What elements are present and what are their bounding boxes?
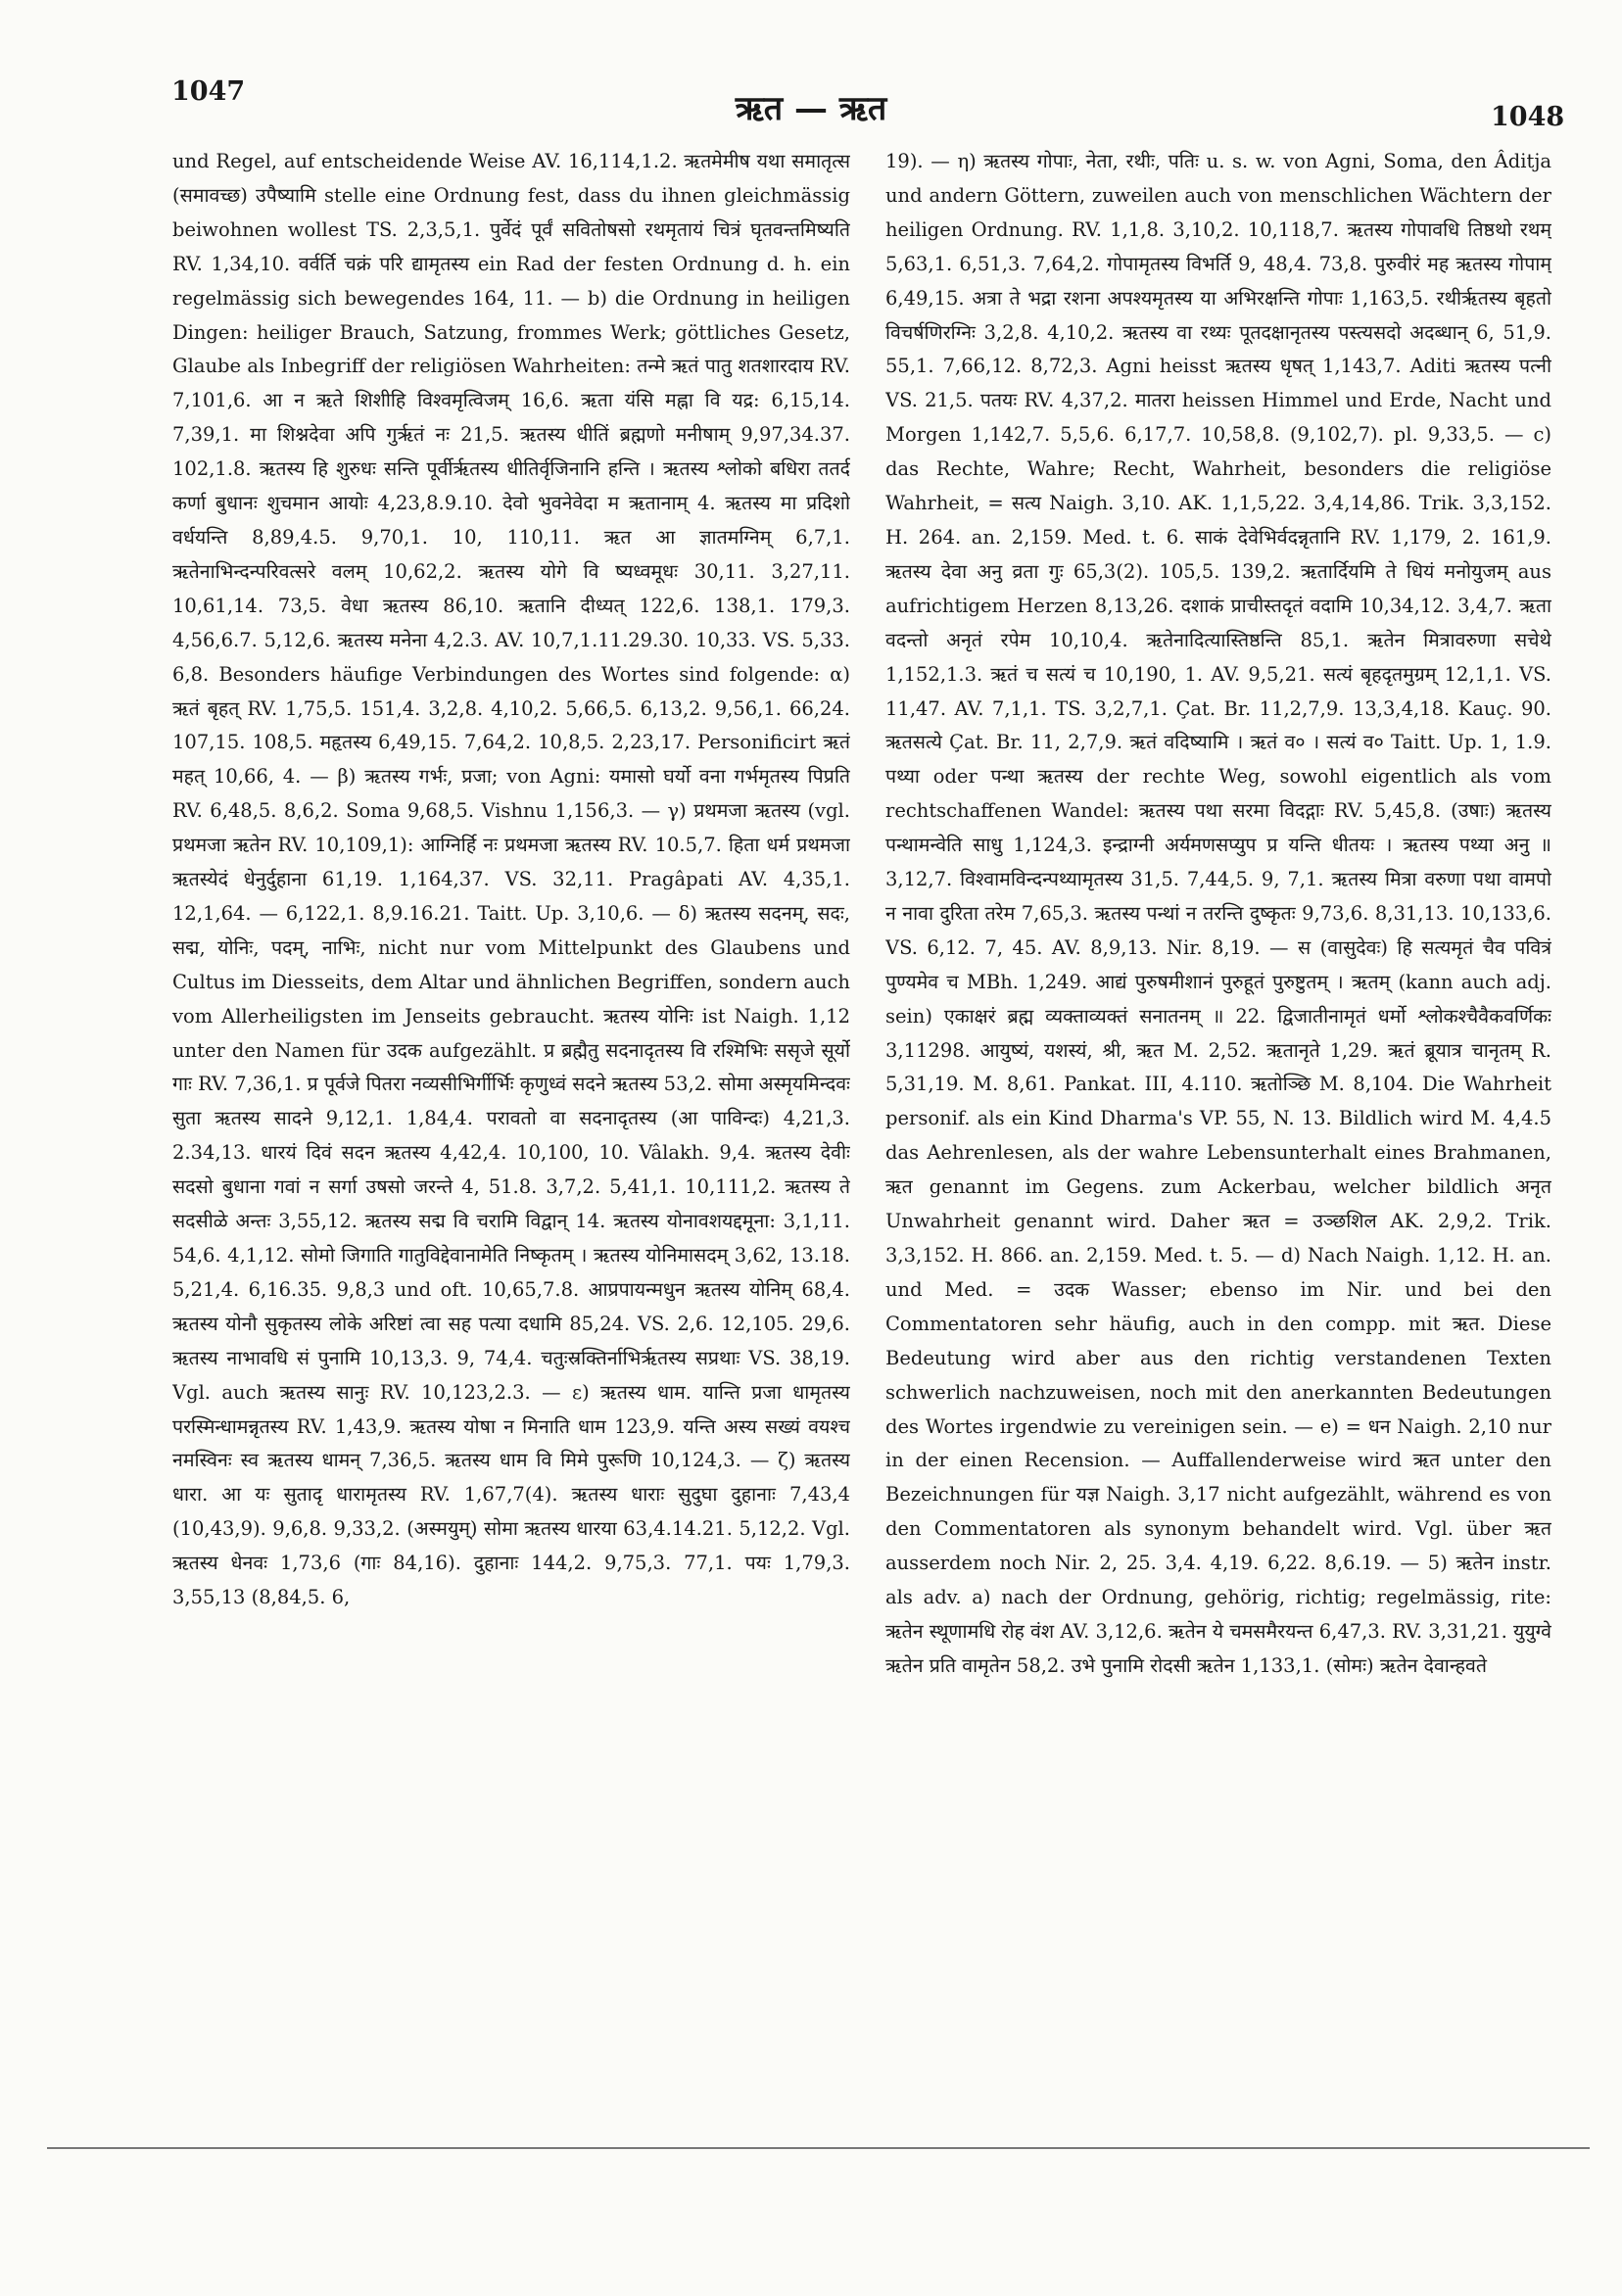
column-text: und Regel, auf entscheidende Weise AV. 16,114,1.2. ऋतमेमीष यथा समातृत्स (समावच्छ) उपैष्यामि stelle eine Ordnung fest, dass du ihnen gleichmässig beiwohnen wollest TS. 2,3,5,1. पुर्वेदं पूर्वं सवितोषसो रथमृतायं चित्रं घृतवन्तमिष्यति RV. 1,34,10. वर्वर्ति चक्रं परि द्यामृतस्य ein Rad der festen Ordnung d. h. ein regelmässig sich bewegendes 164, 11. — b) die Ordnung in heiligen Dingen: heiliger Brauch, Satzung, frommes Werk; göttliches Gesetz, Glaube als Inbegriff der religiösen Wahrheiten: तन्मे ऋतं पातु शतशारदाय RV. 7,101,6. आ न ऋते शिशीहि विश्वमृत्विजम् 16,6. ऋता यंसि मह्ना वि यद्र: 6,15,14. 7,39,1. मा शिश्नदेवा अपि गुर्ऋतं नः 21,5. ऋतस्य धीतिं ब्रह्मणो मनीषाम् 9,97,34.37. 102,1.8. ऋतस्य हि शुरुधः सन्ति पूर्वीर्ऋतस्य धीतिर्वृजिनानि हन्ति । ऋतस्य श्लोको बधिरा ततर्द कर्णा बुधानः शुचमान आयोः 4,23,8.9.10. देवो भुवनेवेदा म ऋतानाम् 4. ऋतस्य मा प्रदिशो वर्धयन्ति 8,89,4.5. 9,70,1. 10, 110,11. ऋत आ ज्ञातमग्निम् 6,7,1. ऋतेनाभिन्दन्परिवत्सरे वलम् 10,62,2. ऋतस्य योगे वि ष्यध्वमूधः 30,11. 3,27,11. 10,61,14. 73,5. वेधा ऋतस्य 86,10. ऋतानि दीध्यत् 122,6. 138,1. 179,3. 4,56,6.7. 5,12,6. ऋतस्य मनेना 4,2.3. AV. 10,7,1.11.29.30. 10,33. VS. 5,33. 6,8. Besonders häufige Verbindungen des Wortes sind folgende: α) ऋतं बृहत् RV. 1,75,5. 151,4. 3,2,8. 4,10,2. 5,66,5. 6,13,2. 9,56,1. 66,24. 107,15. 108,5. महृतस्य 6,49,15. 7,64,2. 10,8,5. 2,23,17. Personificirt ऋतं महत् 10,66, 4. — β) ऋतस्य गर्भः, प्रजा; von Agni: यमासो घर्यो वना गर्भमृतस्य पिप्रति RV. 6,48,5. 8,6,2. Soma 9,68,5. Vishnu 1,156,3. — γ) प्रथमजा ऋतस्य (vgl. प्रथमजा ऋतेन RV. 10,109,1): आग्निर्हि नः प्रथमजा ऋतस्य RV. 10.5,7. हिता धर्म प्रथमजा ऋतस्येदं धेनुर्दुहाना 61,19. 1,164,37. VS. 32,11. Pragâpati AV. 4,35,1. 12,1,64. — 6,122,1. 8,9.16.21. Taitt. Up. 3,10,6. — δ) ऋतस्य सदनम्, सदः, सद्म, योनिः, पदम्, नाभिः, nicht nur vom Mittelpunkt des Glaubens und Cultus im Diesseits, dem Altar und ähnlichen Begriffen, sondern auch vom Allerheiligsten im Jenseits gebraucht. ऋतस्य योनिः ist Naigh. 1,12 unter den Namen für उदक aufgezählt. प्र ब्रह्मैतु सदनादृतस्य वि रश्मिभिः ससृजे सूर्यो गाः RV. 7,36,1. प्र पूर्वजे पितरा नव्यसीभिर्गीर्भिः कृणुध्वं सदने ऋतस्य 53,2. सोमा अस्मृयमिन्दवः सुता ऋतस्य सादने 9,12,1. 1,84,4. परावतो वा सदनादृतस्य (आ पाविन्दः) 4,21,3. 2.34,13. धारयं दिवं सदन ऋतस्य 4,42,4. 10,100, 10. Vâlakh. 9,4. ऋतस्य देवीः सदसो बुधाना गवां न सर्गा उषसो जरन्ते 4, 51.8. 3,7,2. 5,41,1. 10,111,2. ऋतस्य ते सदसीळे अन्तः 3,55,12. ऋतस्य सद्म वि चरामि विद्वान् 14. ऋतस्य योनावशयद्दमूना: 3,1,11. 54,6. 4,1,12. सोमो जिगाति गातुविद्देवानामेति निष्कृतम् । ऋतस्य योनिमासदम् 3,62, 13.18. 5,21,4. 6,16.35. 9,8,3 und oft. 10,65,7.8. आप्रपायन्मधुन ऋतस्य योनिम् 68,4. ऋतस्य योनौ सुकृतस्य लोके अरिष्टां त्वा सह पत्या दधामि 85,24. VS. 2,6. 12,105. 29,6. ऋतस्य नाभावधि सं पुनामि 10,13,3. 9, 74,4. चतुःस्रक्तिर्नाभिर्ऋतस्य सप्रथाः VS. 38,19. Vgl. auch ऋतस्य सानुः RV. 10,123,2.3. — ε) ऋतस्य धाम. यान्ति प्रजा धामृतस्य परस्मिन्धामन्नृतस्य RV. 1,43,9. ऋतस्य योषा न मिनाति धाम 123,9. यन्ति अस्य सख्यं वयश्च नमस्विनः स्व ऋतस्य धामन् 7,36,5. ऋतस्य धाम वि मिमे पुरूणि 10,124,3. — ζ) ऋतस्य धारा. आ यः सुतादृ धारामृतस्य RV. 1,67,7(4). ऋतस्य धाराः सुदुघा दुहानाः 7,43,4 (10,43,9). 9,6,8. 9,33,2. (अस्मयुम्) सोमा ऋतस्य धारया 63,4.14.21. 5,12,2. Vgl. ऋतस्य धेनवः 1,73,6 (गाः 84,16). दुहानाः 144,2. 9,75,3. 77,1. पयः 1,79,3. 3,55,13 (8,84,5. 6, bbox=[172, 150, 850, 1609]
right-column bbox=[885, 145, 1551, 2082]
running-headword: ऋत — ऋत bbox=[735, 89, 887, 128]
page-number-right: 1048 bbox=[1491, 102, 1565, 132]
footer-rule bbox=[47, 2147, 1590, 2149]
column-text: 19). — η) ऋतस्य गोपाः, नेता, रथीः, पतिः u. s. w. von Agni, Soma, den Âditja und andern Göttern, zuweilen auch von menschlichen Wächtern der heiligen Ordnung. RV. 1,1,8. 3,10,2. 10,118,7. ऋतस्य गोपावधि तिष्ठथो रथम् 5,63,1. 6,51,3. 7,64,2. गोपामृतस्य विभर्ति 9, 48,4. 73,8. पुरुवीरं मह ऋतस्य गोपाम् 6,49,15. अत्रा ते भद्रा रशना अपश्यमृतस्य या अभिरक्षन्ति गोपाः 1,163,5. रथीर्ऋतस्य बृहतो विचर्षणिरग्निः 3,2,8. 4,10,2. ऋतस्य वा रथ्यः पूतदक्षानृतस्य पस्त्यसदो अदब्धान् 6, 51,9. 55,1. 7,66,12. 8,72,3. Agni heisst ऋतस्य धृषत् 1,143,7. Aditi ऋतस्य पत्नी VS. 21,5. पतयः RV. 4,37,2. मातरा heissen Himmel und Erde, Nacht und Morgen 1,142,7. 5,5,6. 6,17,7. 10,58,8. (9,102,7). pl. 9,33,5. — c) das Rechte, Wahre; Recht, Wahrheit, besonders die religiöse Wahrheit, = सत्य Naigh. 3,10. AK. 1,1,5,22. 3,4,14,86. Trik. 3,3,152. H. 264. an. 2,159. Med. t. 6. साकं देवेभिर्वदन्नृतानि RV. 1,179, 2. 161,9. ऋतस्य देवा अनु व्रता गुः 65,3(2). 105,5. 139,2. ऋतार्दियमि ते धियं मनोयुजम् aus aufrichtigem Herzen 8,13,26. दशाकं प्राचीस्तदृतं वदामि 10,34,12. 3,4,7. ऋता वदन्तो अनृतं रपेम 10,10,4. ऋतेनादित्यास्तिष्ठन्ति 85,1. ऋतेन मित्रावरुणा सचेथे 1,152,1.3. ऋतं च सत्यं च 10,190, 1. AV. 9,5,21. सत्यं बृहदृतमुग्रम् 12,1,1. VS. 11,47. AV. 7,1,1. TS. 3,2,7,1. Çat. Br. 11,2,7,9. 13,3,4,18. Kauç. 90. ऋतसत्ये Çat. Br. 11, 2,7,9. ऋतं वदिष्यामि । ऋतं व० । सत्यं व० Taitt. Up. 1, 1.9. पथ्या oder पन्था ऋतस्य der rechte Weg, sowohl eigentlich als vom rechtschaffenen Wandel: ऋतस्य पथा सरमा विदद्गाः RV. 5,45,8. (उषाः) ऋतस्य पन्थामन्वेति साधु 1,124,3. इन्द्राग्नी अर्यमणसप्युप प्र यन्ति धीतयः । ऋतस्य पथ्या अनु ॥ 3,12,7. विश्वामविन्दन्पथ्यामृतस्य 31,5. 7,44,5. 9, 7,1. ऋतस्य मित्रा वरुणा पथा वामपो न नावा दुरिता तरेम 7,65,3. ऋतस्य पन्थां न तरन्ति दुष्कृतः 9,73,6. 8,31,13. 10,133,6. VS. 6,12. 7, 45. AV. 8,9,13. Nir. 8,19. — स (वासुदेवः) हि सत्यमृतं चैव पवित्रं पुण्यमेव च MBh. 1,249. आद्यं पुरुषमीशानं पुरुहूतं पुरुष्टुतम् । ऋतम् (kann auch adj. sein) एकाक्षरं ब्रह्म व्यक्ताव्यक्तं सनातनम् ॥ 22. द्विजातीनामृतं धर्मो श्लोकश्चैवैकवर्णिकः 3,11298. आयुष्यं, यशस्यं, श्री, ऋत M. 2,52. ऋतानृते 1,29. ऋतं ब्रूयात्र चानृतम् R. 5,31,19. M. 8,61. Pankat. III, 4.110. ऋतोञ्छि M. 8,104. Die Wahrheit personif. als ein Kind Dharma's VP. 55, N. 13. Bildlich wird M. 4,4.5 das Aehrenlesen, als der wahre Lebensunterhalt eines Brahmanen, ऋत genannt im Gegens. zum Ackerbau, welcher bildlich अनृत Unwahrheit genannt wird. Daher ऋत = उञ्छशिल AK. 2,9,2. Trik. 3,3,152. H. 866. an. 2,159. Med. t. 5. — d) Nach Naigh. 1,12. H. an. und Med. = उदक Wasser; ebenso im Nir. und bei den Commentatoren sehr häufig, auch in den compp. mit ऋत. Diese Bedeutung wird aber aus den richtig verstandenen Texten schwerlich nachzuweisen, noch mit den anerkannten Bedeutungen des Wortes irgendwie zu vereinigen sein. — e) = धन Naigh. 2,10 nur in der einen Recension. — Auffallenderweise wird ऋत unter den Bezeichnungen für यज्ञ Naigh. 3,17 nicht aufgezählt, während es von den Commentatoren als synonym behandelt wird. Vgl. über ऋत ausserdem noch Nir. 2, 25. 3,4. 4,19. 6,22. 8,6.19. — 5) ऋतेन instr. als adv. a) nach der Ordnung, gehörig, richtig; regelmässig, rite: ऋतेन स्थूणामधि रोह वंश AV. 3,12,6. ऋतेन ये चमसमैरयन्त 6,47,3. RV. 3,31,21. युयुग्वे ऋतेन प्रति वामृतेन 58,2. उभे पुनामि रोदसी ऋतेन 1,133,1. (सोमः) ऋतेन देवान्हवते bbox=[885, 150, 1551, 1677]
left-column bbox=[172, 145, 850, 2082]
page-number-left: 1047 bbox=[171, 76, 246, 107]
